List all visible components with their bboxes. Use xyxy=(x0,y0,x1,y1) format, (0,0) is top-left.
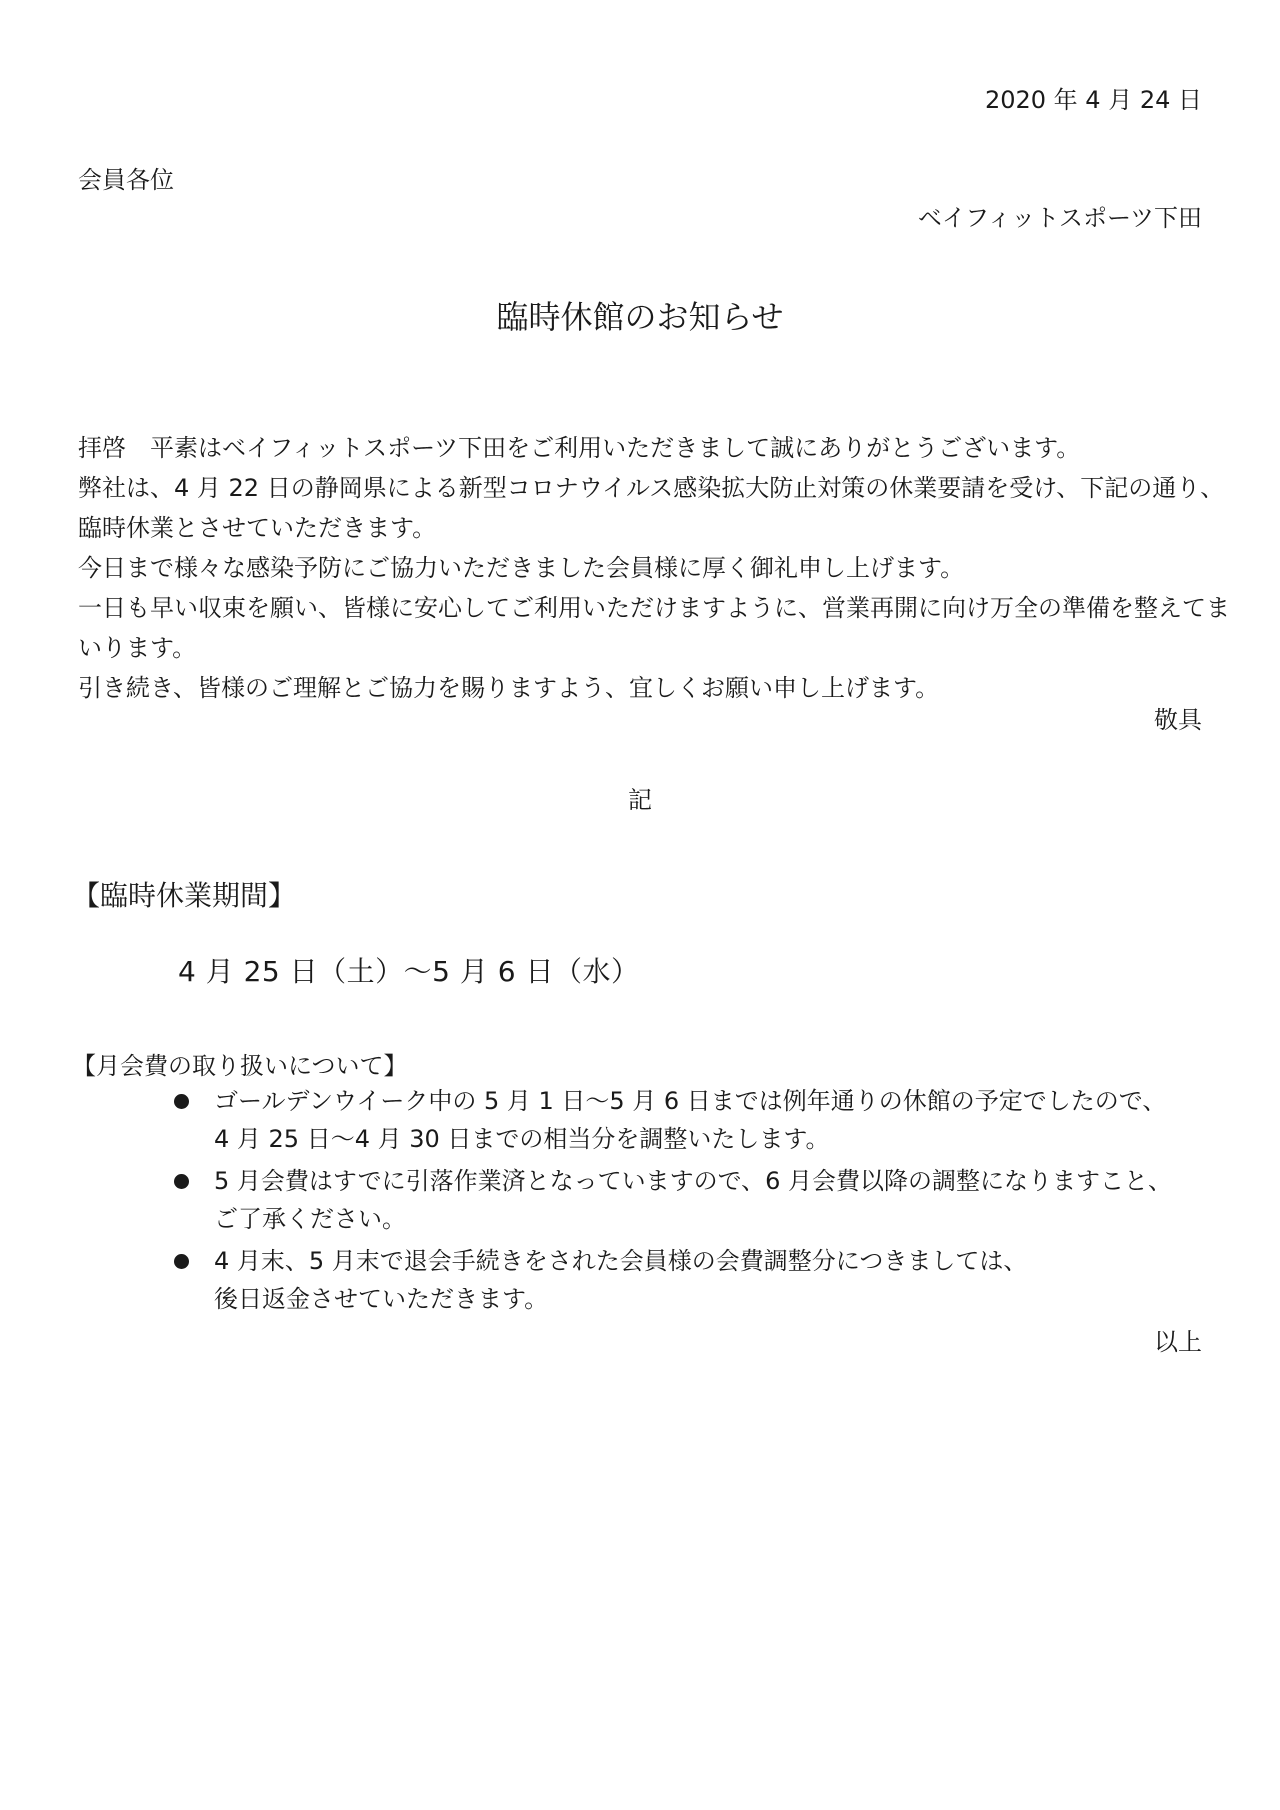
list-item-line: 後日返金させていただきます。 xyxy=(214,1285,549,1313)
bullet-icon xyxy=(174,1174,189,1189)
bullet-icon xyxy=(174,1254,189,1269)
closure-period-value: 4 月 25 日（土）～5 月 6 日（水） xyxy=(178,955,640,988)
document-title: 臨時休館のお知らせ xyxy=(496,298,784,336)
monthly-fee-list xyxy=(168,1082,1228,1322)
body-line: 引き続き、皆様のご理解とご協力を賜りますよう、宜しくお願い申し上げます。 xyxy=(78,674,940,702)
list-item-line: 4 月末、5 月末で退会手続きをされた会員様の会費調整分につきましては、 xyxy=(214,1247,1028,1275)
list-item-line: ご了承ください。 xyxy=(214,1205,406,1233)
addressee: 会員各位 xyxy=(78,166,174,194)
bullet-icon xyxy=(174,1094,189,1109)
sender-name: ベイフィットスポーツ下田 xyxy=(917,204,1202,232)
issue-date: 2020 年 4 月 24 日 xyxy=(984,86,1202,114)
list-item-line: 5 月会費はすでに引落作業済となっていますので、6 月会費以降の調整になりますこと、 xyxy=(214,1167,1173,1195)
body-text xyxy=(78,428,1230,708)
list-item xyxy=(168,1162,1228,1238)
list-item-line: 4 月 25 日～4 月 30 日までの相当分を調整いたします。 xyxy=(214,1125,830,1153)
closing-ijou: 以上 xyxy=(1154,1328,1202,1356)
closure-period-heading: 【臨時休業期間】 xyxy=(72,879,297,912)
list-item xyxy=(168,1242,1228,1318)
body-line: 拝啓 平素はベイフィットスポーツ下田をご利用いただきまして誠にありがとうございます。 xyxy=(78,434,1081,462)
list-item xyxy=(168,1082,1228,1158)
body-line: 弊社は、4 月 22 日の静岡県による新型コロナウイルス感染拡大防止対策の休業要請を受け、下記の通り、 xyxy=(78,474,1225,502)
body-line: 一日も早い収束を願い、皆様に安心してご利用いただけますように、営業再開に向け万全の準備を整えてま xyxy=(78,594,1230,622)
body-line: いります。 xyxy=(78,634,197,662)
ki-marker: 記 xyxy=(628,786,652,814)
list-item-line: ゴールデンウイーク中の 5 月 1 日～5 月 6 日までは例年通りの休館の予定でしたので、 xyxy=(214,1087,1167,1115)
body-line: 今日まで様々な感染予防にご協力いただきました会員様に厚く御礼申し上げます。 xyxy=(78,554,965,582)
closing-keigu: 敬具 xyxy=(1154,706,1202,734)
monthly-fee-heading: 【月会費の取り扱いについて】 xyxy=(72,1052,408,1080)
body-line: 臨時休業とさせていただきます。 xyxy=(78,514,437,542)
